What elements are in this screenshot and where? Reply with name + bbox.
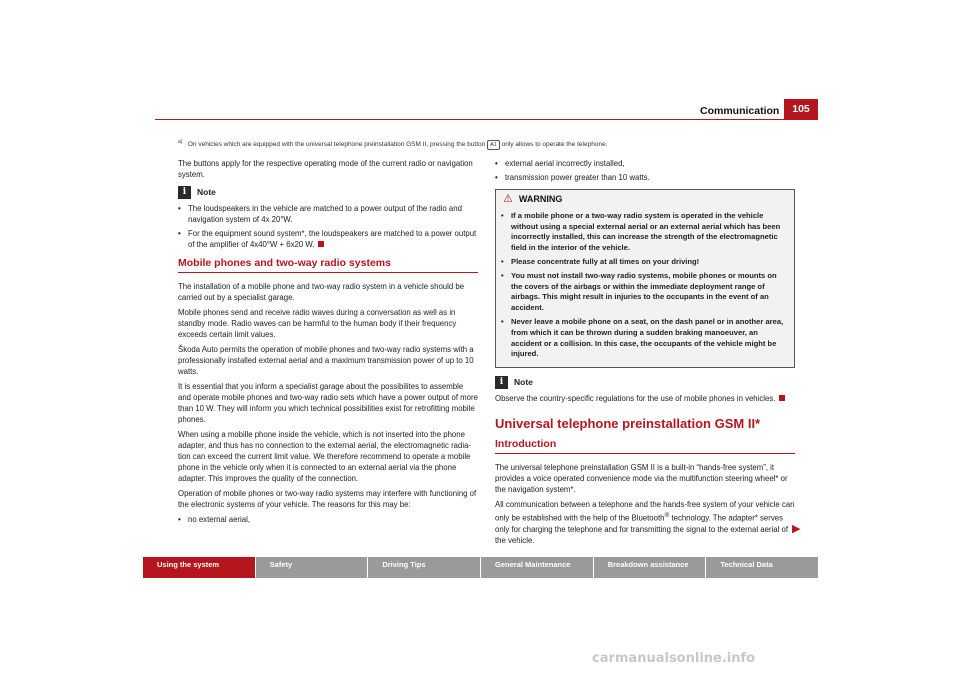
section-heading: Mobile phones and two-way radio systems: [178, 258, 478, 273]
list-item: [501, 317, 789, 360]
paragraph: The universal telephone preinstallation GSM II is a built-in “hands-free system”, it provides a voice operated convenience mode via the multifunction steering wheel* or the navigation system*.: [495, 463, 788, 495]
paragraph-part: technology. The adapter* serves only for charging the telephone and for transmitting the signal to the external aerial of the vehicle.: [495, 513, 788, 545]
tab-using-the-system[interactable]: Using the system: [143, 557, 256, 578]
tab-technical-data[interactable]: Technical Data: [706, 557, 818, 578]
note-bullet-text-content: For the equipment sound system*, the loudspeakers are matched to a power output of the amplifier of 4x40°W + 6x20 W.: [188, 229, 477, 249]
note-label: Note: [514, 377, 533, 388]
bullet-icon: •: [495, 173, 498, 182]
info-icon: i: [178, 186, 191, 199]
list-item: [495, 158, 795, 169]
left-column: [178, 158, 478, 528]
main-heading: Universal telephone preinstallation GSM II*: [495, 416, 761, 432]
note-label: Note: [197, 187, 216, 197]
footnote-marker: a): [178, 139, 183, 145]
page-number: 105: [784, 99, 818, 119]
footnote-text-after: only allows to operate the telephone.: [501, 141, 608, 149]
tab-driving-tips[interactable]: Driving Tips: [368, 557, 481, 578]
header-rule: [155, 119, 818, 120]
note-text-content: Observe the country-specific regulations for the use of mobile phones in vehicles.: [495, 394, 776, 404]
warning-bullet-text: If a mobile phone or a two-way radio system is operated in the vehicle without using a special external aerial or an external aerial which has been incorrectly installed, this can increase the strength of the electromagnetic field in the interior of the vehicle.: [511, 210, 781, 253]
list-item: [178, 228, 478, 250]
list-item: [178, 203, 478, 225]
next-page-arrow-icon: ▶: [792, 523, 801, 535]
bullet-icon: •: [501, 210, 504, 220]
bullet-icon: •: [501, 270, 504, 280]
tab-general-maintenance[interactable]: General Maintenance: [481, 557, 594, 578]
note-bullet-text: The loudspeakers in the vehicle are matched to a power output of the radio and navigation system of 4x 20°W.: [188, 204, 462, 224]
list-item: [501, 211, 789, 254]
bullet-icon: •: [501, 256, 504, 266]
intro-paragraph: The buttons apply for the respective operating mode of the current radio or navigation system.: [178, 159, 473, 179]
bullet-icon: •: [495, 159, 498, 168]
warning-bullet-text: Please concentrate fully at all times on your driving!: [511, 256, 700, 266]
note-text: [495, 393, 795, 404]
tab-safety[interactable]: Safety: [256, 557, 369, 578]
list-item: [501, 271, 789, 314]
sub-heading: Introduction: [495, 439, 795, 454]
bullet-icon: •: [501, 316, 504, 326]
footnote-text-before: On vehicles which are equipped with the universal telephone preinstallation GSM II, pressing the button: [187, 141, 486, 149]
paragraph-part: All communication between a telephone and the hands-free system of your vehicle can only be established with the help of the Bluetooth: [495, 500, 795, 523]
list-item: [501, 257, 789, 268]
end-of-section-icon: [318, 241, 324, 247]
paragraph: It is essential that you inform a specialist garage about the possibilites to assemble and operate mobile phones and two-way radio sets which have a power output of more than 10 W. They will inform you which technical possibilities exist for retrofitting mobile phones.: [178, 382, 478, 424]
warning-box: [495, 189, 795, 368]
warning-label: WARNING: [518, 194, 563, 204]
footnote: [178, 139, 608, 150]
paragraph: When using a mobille phone inside the vehicle, which is not inserted into the phone adapter, and thus has no connection to the external aerial, the electromagnetic radia-tion can exceed the current limit value. We therefore recommend to operate a mobile phone in the vehicle only when it is connected to an external aerial via the phone adapter. This improves the quality of the connection.: [178, 430, 472, 483]
warning-header: [501, 194, 789, 207]
warning-bullet-text: You must not install two-way radio systems, mobile phones or mounts on the covers of the airbags or within the immediate deployment range of airbags. This might result in injuries to the occupants in the event of an accident.: [511, 270, 777, 313]
bullet-icon: •: [178, 204, 181, 213]
bullet-icon: •: [178, 515, 181, 524]
note-header: [495, 376, 795, 389]
chapter-title: Communication: [700, 105, 780, 117]
reason-bullet-text: external aerial incorrectly installed,: [505, 159, 625, 168]
reason-bullet-text: transmission power greater than 10 watts.: [505, 173, 650, 182]
paragraph: [495, 499, 795, 546]
registered-mark: ®: [664, 512, 670, 520]
info-icon: i: [495, 376, 508, 389]
paragraph: Škoda Auto permits the operation of mobile phones and two-way radio systems with a professionally installed external aerial and a maximum transmission power of up to 10 watts.: [178, 345, 474, 376]
list-item: [495, 172, 795, 183]
reason-bullet-text: no external aerial,: [188, 515, 250, 524]
paragraph: Mobile phones send and receive radio waves during a conversation as well as in standby mode. Radio waves can be harmful to the human body if their frequency exceeds certain limit values.: [178, 308, 457, 339]
footer-nav: [143, 557, 818, 578]
paragraph: Operation of mobile phones or two-way radio systems may interfere with functioning of the electronic systems of your vehicle. The reasons for this may be:: [178, 489, 477, 509]
right-column: [495, 158, 795, 550]
list-item: [178, 514, 478, 525]
bullet-icon: •: [178, 229, 181, 238]
tab-breakdown-assistance[interactable]: Breakdown assistance: [594, 557, 707, 578]
warning-bullet-text: Never leave a mobile phone on a seat, on the dash panel or in another area, from which it can be thrown during a sudden braking manoeuver, an accident or a collision. In this case, the occupants of the vehicle might be injured.: [511, 316, 784, 359]
paragraph: The installation of a mobile phone and two-way radio system in a vehicle should be carried out by a specialist garage.: [178, 282, 465, 302]
note-header: [178, 186, 478, 199]
watermark: carmanualsonline.info: [592, 651, 756, 666]
warning-triangle-icon: ⚠: [503, 193, 513, 205]
end-of-section-icon: [779, 395, 785, 401]
button-symbol: A1: [487, 140, 500, 150]
note-bullet-text: [188, 228, 478, 250]
